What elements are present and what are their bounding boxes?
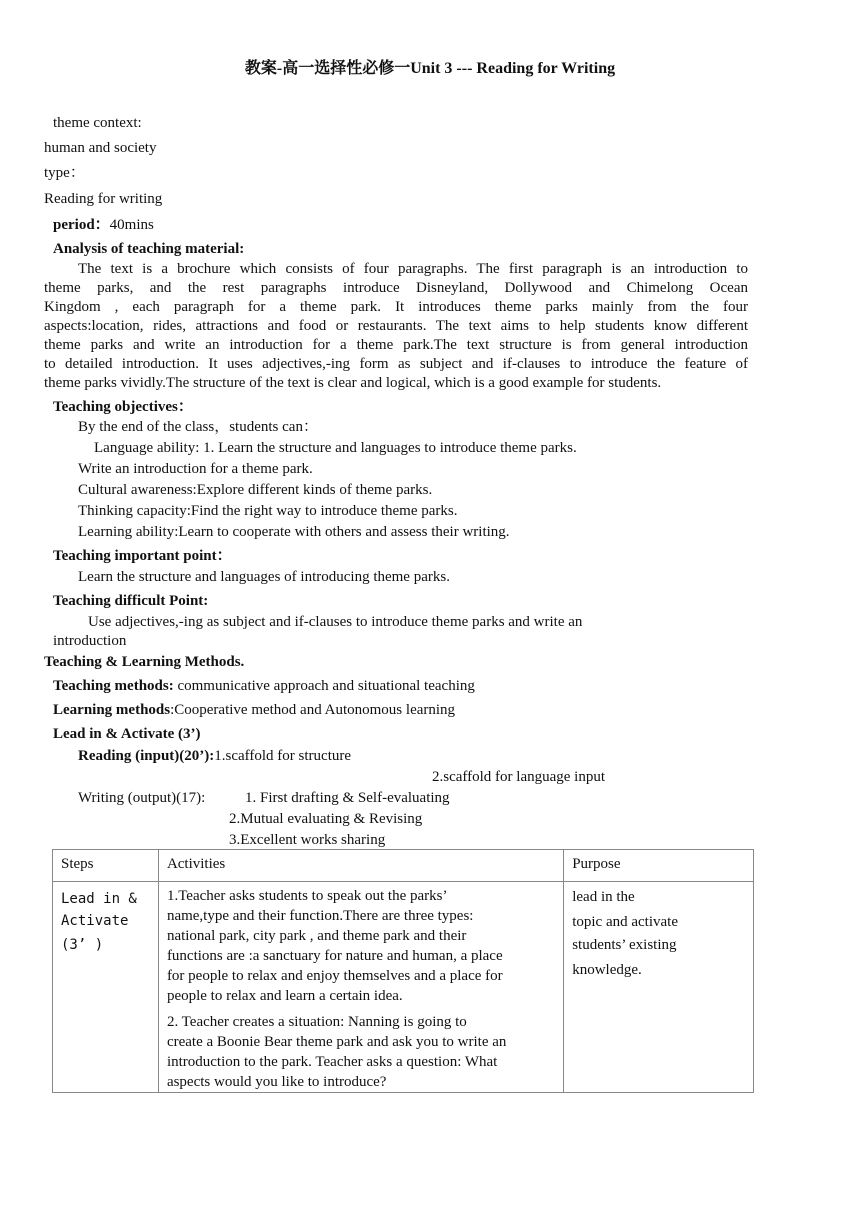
theme-context-label: theme context: [53, 115, 142, 131]
objectives-heading: Teaching objectives： [53, 399, 193, 415]
difficult-point-text-cont: introduction [53, 633, 127, 649]
writing-label: Writing (output)(17): [78, 790, 206, 806]
analysis-line: The text is a brochure which consists of four paragraphs. The first paragraph is an introduction to [78, 261, 748, 277]
purpose-line: topic and activate [572, 914, 679, 930]
lesson-steps-table [52, 849, 754, 1093]
learning-methods-value: :Cooperative method and Autonomous learning [170, 702, 456, 718]
step-line: Lead in & [61, 891, 137, 907]
document-title: 教案-高一选择性必修一Unit 3 --- Reading for Writing [244, 60, 616, 77]
activity-line: create a Boonie Bear theme park and ask you to write an [166, 1034, 507, 1050]
writing-step-1: 1. First drafting & Self-evaluating [245, 790, 450, 806]
important-point-text: Learn the structure and languages of introducing theme parks. [78, 569, 450, 585]
type-value: Reading for writing [44, 191, 163, 207]
analysis-line: aspects:location, rides, attractions and food or restaurants. The text aims to help students know different [44, 318, 748, 334]
teaching-methods-value: communicative approach and situational teaching [173, 678, 475, 694]
objectives-intro: By the end of the class，students can： [78, 419, 318, 435]
period-value: 40mins [109, 217, 154, 233]
objective-cultural: Cultural awareness:Explore different kinds of theme parks. [78, 482, 433, 498]
step-cell [53, 882, 159, 1093]
period-label: period： [53, 217, 110, 233]
activities-cell [158, 882, 563, 1093]
table-row [53, 882, 754, 1093]
analysis-line: to detailed introduction. It uses adjectives,-ing form as subject and if-clauses to introduce the feature of [44, 356, 748, 372]
step-line: (3’ ) [61, 937, 104, 953]
reading-label: Reading (input)(20’): [78, 748, 215, 764]
header-purpose: Purpose [564, 850, 754, 882]
period-line [53, 216, 154, 235]
learning-methods-line [53, 701, 455, 720]
objective-thinking: Thinking capacity:Find the right way to introduce theme parks. [78, 503, 458, 519]
theme-context-value: human and society [44, 140, 157, 156]
type-label: type： [44, 165, 85, 181]
step-line: Activate [61, 913, 129, 929]
analysis-line: theme parks vividly.The structure of the text is clear and logical, which is a good example for students. [44, 375, 662, 391]
header-activities: Activities [158, 850, 563, 882]
lead-in-heading: Lead in & Activate (3’) [53, 726, 201, 742]
activity-line: 1.Teacher asks students to speak out the parks’ [166, 888, 448, 904]
purpose-cell [564, 882, 754, 1093]
reading-step-1: 1.scaffold for structure [214, 748, 352, 764]
activity-line: people to relax and learn a certain idea. [166, 988, 403, 1004]
difficult-point-heading: Teaching difficult Point: [53, 593, 209, 609]
activity-line: 2. Teacher creates a situation: Nanning is going to [166, 1014, 467, 1030]
purpose-line: knowledge. [572, 962, 642, 978]
writing-step-2: 2.Mutual evaluating & Revising [229, 811, 423, 827]
activity-line: functions are :a sanctuary for nature and human, a place [166, 948, 503, 964]
activity-line: national park, city park , and theme park and their [166, 928, 467, 944]
objective-language: Language ability: 1. Learn the structure and languages to introduce theme parks. [94, 440, 577, 456]
objective-language-cont: Write an introduction for a theme park. [78, 461, 313, 477]
teaching-methods-line [53, 677, 475, 696]
learning-methods-label: Learning methods [53, 702, 171, 718]
activity-line: for people to relax and enjoy themselves and a place for [166, 968, 503, 984]
important-point-heading: Teaching important point： [53, 548, 232, 564]
purpose-line: lead in the [572, 889, 635, 905]
reading-step-2: 2.scaffold for language input [432, 769, 606, 785]
header-steps: Steps [53, 850, 159, 882]
writing-step-3: 3.Excellent works sharing [229, 832, 386, 848]
analysis-line: theme parks, and the rest paragraphs introduce Disneyland, Dollywood and Chimelong Ocean [44, 280, 748, 296]
purpose-line: students’ existing [572, 937, 677, 953]
objective-learning: Learning ability:Learn to cooperate with others and assess their writing. [78, 524, 510, 540]
table-header-row [53, 850, 754, 882]
teaching-methods-label: Teaching methods: [53, 678, 174, 694]
activity-line: name,type and their function.There are three types: [166, 908, 474, 924]
reading-line [78, 747, 351, 766]
analysis-line: theme parks and write an introduction for a theme park.The text structure is from general introduction [44, 337, 748, 353]
analysis-heading: Analysis of teaching material: [53, 241, 245, 257]
analysis-line: Kingdom , each paragraph for a theme park. It introduces theme parks mainly from the four [44, 299, 748, 315]
analysis-paragraph [44, 260, 748, 393]
activity-line: introduction to the park. Teacher asks a question: What [166, 1054, 498, 1070]
activity-line: aspects would you like to introduce? [166, 1074, 387, 1090]
difficult-point-text: Use adjectives,-ing as subject and if-clauses to introduce theme parks and write an [88, 614, 583, 630]
methods-heading: Teaching & Learning Methods. [44, 654, 245, 670]
